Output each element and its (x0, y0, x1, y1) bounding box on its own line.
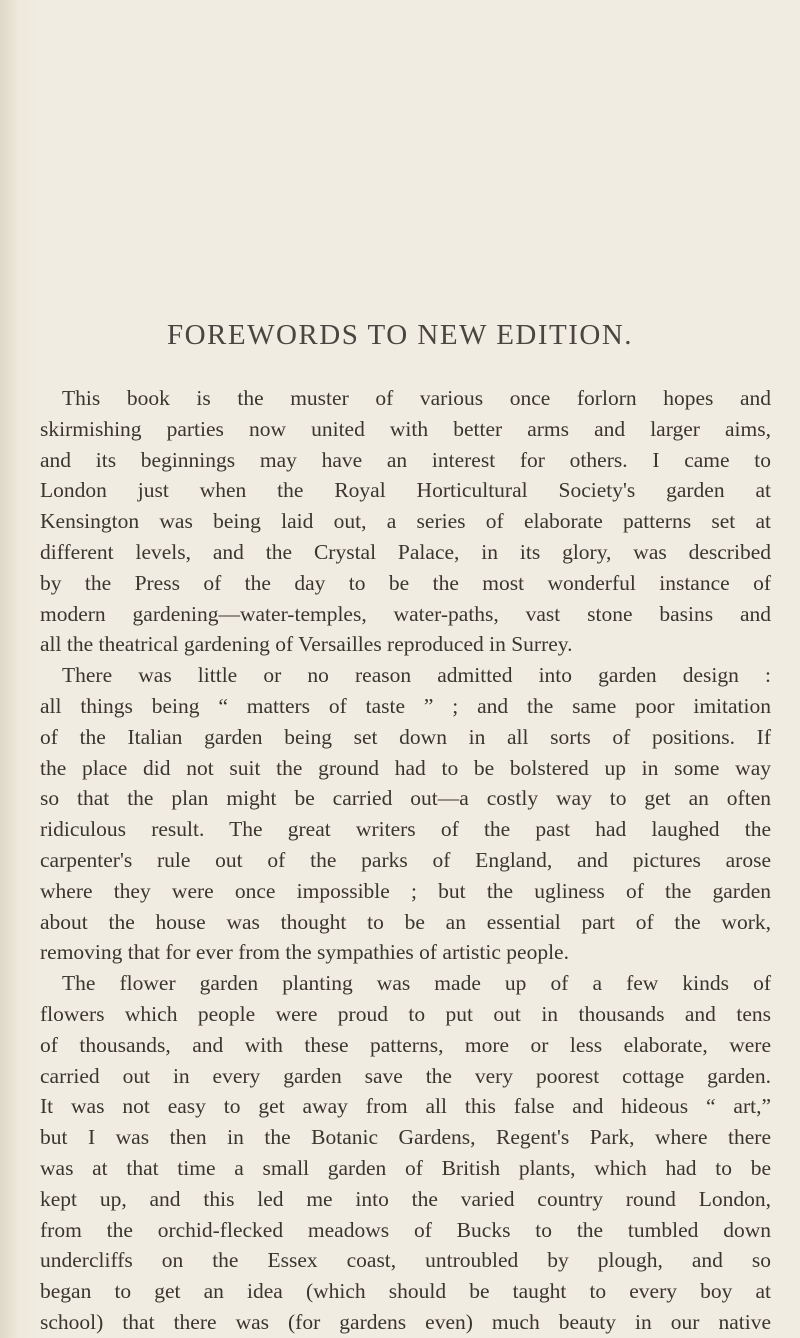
text-line: The flower garden planting was made up of a few kinds of (62, 971, 771, 996)
page-heading: FOREWORDS TO NEW EDITION. (166, 319, 634, 351)
text-line: flowers which people were proud to put out in thousands and tens (40, 1001, 771, 1026)
text-line: undercliffs on the Essex coast, untroubled by plough, and so (40, 1248, 771, 1273)
text-line: There was little or no reason admitted into garden design : (62, 663, 771, 688)
text-line: It was not easy to get away from all this false and hideous “ art,” (40, 1094, 771, 1119)
text-line: and its beginnings may have an interest for others. I came to (40, 447, 771, 472)
text-line: but I was then in the Botanic Gardens, Regent's Park, where there (40, 1125, 771, 1150)
text-line: Kensington was being laid out, a series of elaborate patterns set at (40, 509, 771, 534)
text-line: This book is the muster of various once forlorn hopes and (62, 386, 771, 410)
text-line: removing that for ever from the sympathies of artistic people. (40, 940, 569, 965)
body-text (40, 383, 771, 1338)
text-line: was at that time a small garden of British plants, which had to be (40, 1155, 771, 1180)
text-line: skirmishing parties now united with better arms and larger aims, (40, 416, 771, 441)
text-line: so that the plan might be carried out—a costly way to get an often (40, 786, 771, 811)
text-line: London just when the Royal Horticultural Society's garden at (40, 478, 771, 503)
text-line: modern gardening—water-temples, water-paths, vast stone basins and (40, 601, 771, 626)
text-line: different levels, and the Crystal Palace, in its glory, was described (40, 539, 771, 564)
text-line: about the house was thought to be an essential part of the work, (40, 909, 771, 934)
text-line: from the orchid-flecked meadows of Bucks to the tumbled down (40, 1217, 771, 1242)
text-line: began to get an idea (which should be taught to every boy at (40, 1279, 771, 1304)
text-line: carried out in every garden save the very poorest cottage garden. (40, 1063, 771, 1088)
text-line: kept up, and this led me into the varied country round London, (40, 1186, 771, 1211)
text-line: carpenter's rule out of the parks of England, and pictures arose (40, 847, 771, 872)
text-line: all the theatrical gardening of Versailles reproduced in Surrey. (40, 632, 573, 657)
text-line: of thousands, and with these patterns, more or less elaborate, were (40, 1032, 771, 1057)
text-line: school) that there was (for gardens even) much beauty in our native (40, 1309, 771, 1334)
text-line: of the Italian garden being set down in all sorts of positions. If (40, 724, 771, 749)
text-line: the place did not suit the ground had to be bolstered up in some way (40, 755, 771, 780)
text-line: ridiculous result. The great writers of the past had laughed the (40, 817, 771, 842)
text-line: by the Press of the day to be the most wonderful instance of (40, 570, 771, 595)
text-line: all things being “ matters of taste ” ; and the same poor imitation (40, 693, 771, 718)
text-line: where they were once impossible ; but the ugliness of the garden (40, 878, 771, 903)
